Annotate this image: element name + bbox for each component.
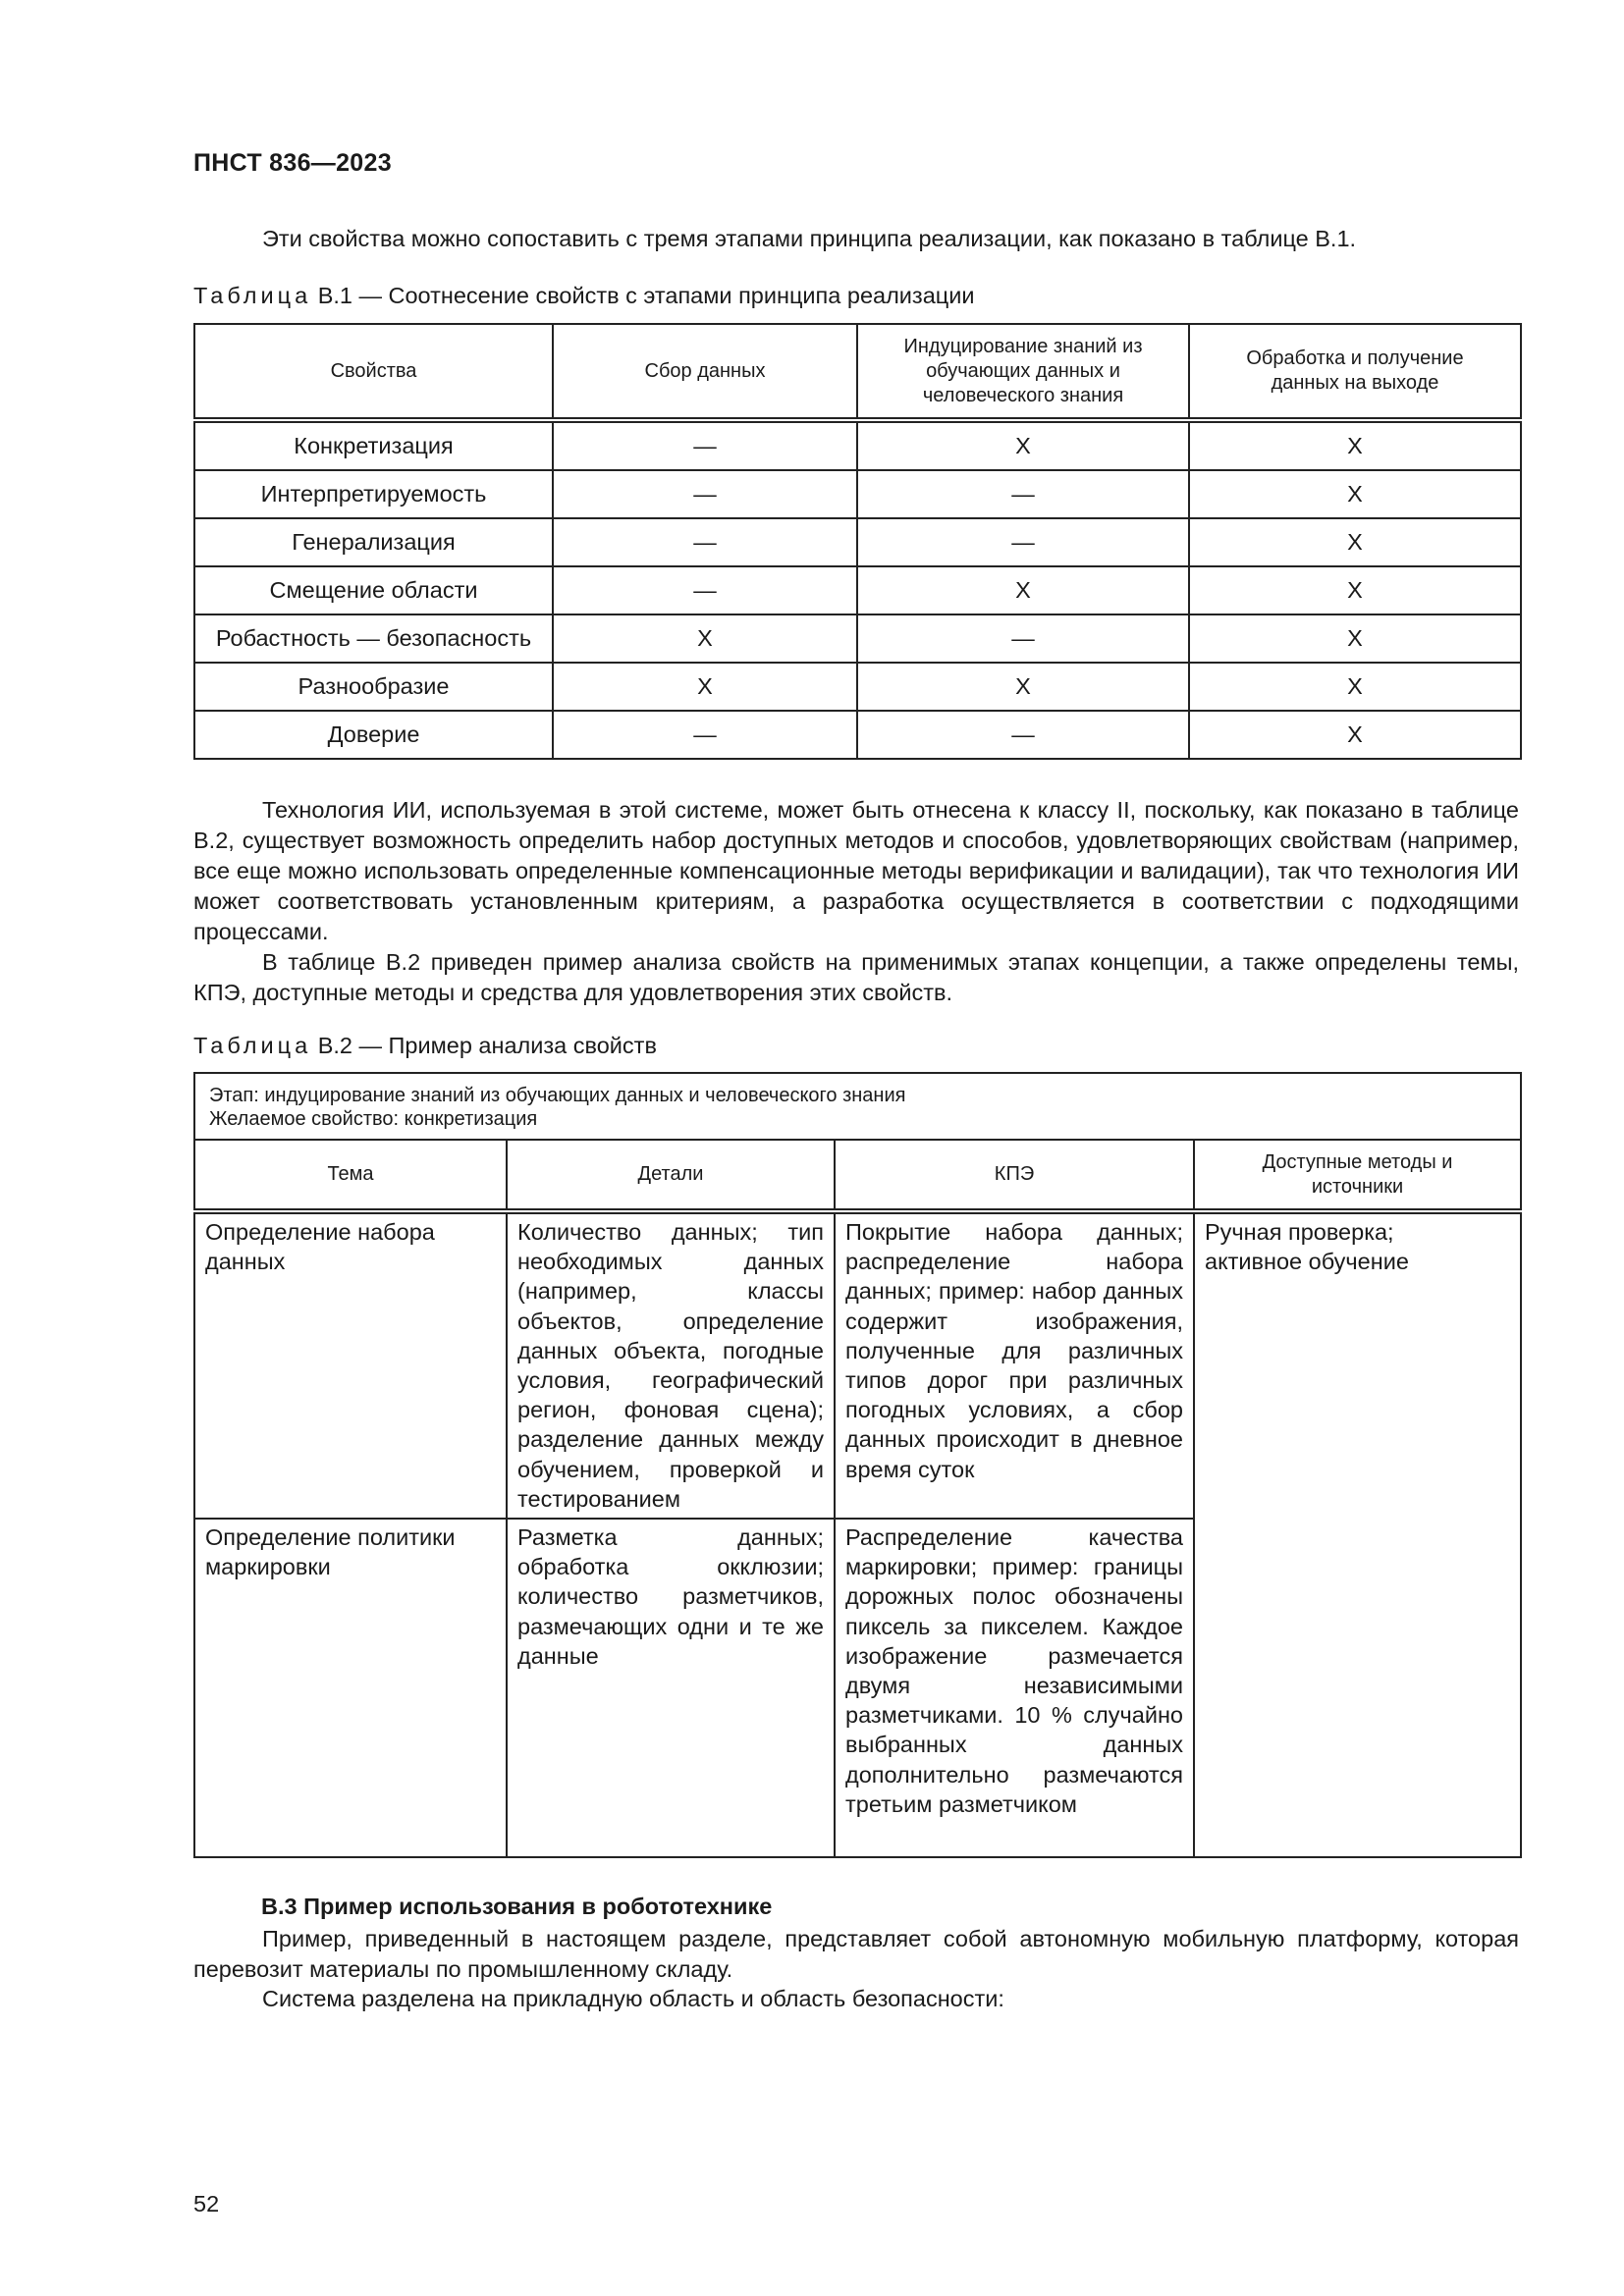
table-cell: X: [553, 663, 857, 711]
table1-header-cell: Индуцирование знаний из обучающих данных и человеческого знания: [857, 324, 1189, 420]
details-cell: Количество данных; тип необходимых данных (например, классы объектов, определение данных объекта, погодные условия, географический регион, фоновая сцена); разделение данных между обучением, проверкой и тестированием: [507, 1211, 835, 1519]
table-cell: X: [1189, 566, 1521, 614]
section-paragraph: Пример, приведенный в настоящем разделе, представляет собой автономную мобильную платформу, которая перевозит материалы по промышленному складу.: [193, 1926, 1519, 1982]
properties-stages-table: [193, 323, 1522, 760]
table-row: [194, 518, 1521, 566]
table2-stage-row: [194, 1073, 1521, 1140]
table-cell: —: [857, 614, 1189, 663]
table-row: [194, 566, 1521, 614]
table-cell: —: [857, 711, 1189, 759]
table-cell: X: [857, 663, 1189, 711]
kpi-cell: Распределение качества маркировки; пример: границы дорожных полос обозначены пиксель за пикселем. Каждое изображение размечается двумя независимыми разметчиками. 10 % случайно выбранных данных дополнительно размечаются третьим разметчиком: [835, 1519, 1194, 1857]
table-cell: Конкретизация: [194, 420, 553, 470]
table1-caption-prefix: Таблица: [193, 283, 312, 308]
table-row: [194, 663, 1521, 711]
topic-cell: Определение набора данных: [194, 1211, 507, 1519]
table1-header-row: [194, 324, 1521, 420]
table-row: [194, 1211, 1521, 1519]
topic-cell: Определение политики маркировки: [194, 1519, 507, 1857]
table2-caption-prefix: Таблица: [193, 1033, 312, 1058]
table-cell: X: [1189, 663, 1521, 711]
table-cell: X: [553, 614, 857, 663]
table-cell: Робастность — безопасность: [194, 614, 553, 663]
desired-property-text: Желаемое свойство: конкретизация: [209, 1108, 538, 1130]
table-cell: —: [553, 711, 857, 759]
table-cell: —: [857, 518, 1189, 566]
body-paragraph: В таблице B.2 приведен пример анализа свойств на применимых этапах концепции, а также определены темы, КПЭ, доступные методы и средства для удовлетворения этих свойств.: [193, 949, 1519, 1005]
table-cell: Доверие: [194, 711, 553, 759]
table-cell: X: [857, 420, 1189, 470]
table2-caption: [193, 1033, 657, 1059]
details-cell: Разметка данных; обработка окклюзии; количество разметчиков, размечающих одни и те же данные: [507, 1519, 835, 1857]
table1-caption: [193, 283, 975, 309]
table-cell: —: [553, 518, 857, 566]
table1-header-cell: Свойства: [194, 324, 553, 420]
table2-header-cell: Тема: [194, 1140, 507, 1211]
body-paragraph: Технология ИИ, используемая в этой системе, может быть отнесена к классу II, поскольку, как показано в таблице B.2, существует возможность определить набор доступных методов и способов, удовлетворяющих свойствам (например, все еще можно использовать определенные компенсационные методы верификации и валидации), так что технология ИИ может соответствовать установленным критериям, а разработка осуществляется в соответствии с подходящими процессами.: [193, 797, 1519, 944]
table-cell: X: [1189, 614, 1521, 663]
table-row: [194, 614, 1521, 663]
table-cell: X: [1189, 711, 1521, 759]
table2-caption-text: B.2 — Пример анализа свойств: [317, 1033, 657, 1058]
table2-header-cell: КПЭ: [835, 1140, 1194, 1211]
methods-cell: Ручная проверка; активное обучение: [1194, 1211, 1521, 1857]
table-row: [194, 711, 1521, 759]
table-cell: X: [1189, 420, 1521, 470]
table1-header-cell: Обработка и получение данных на выходе: [1189, 324, 1521, 420]
table-cell: Генерализация: [194, 518, 553, 566]
table-cell: X: [1189, 518, 1521, 566]
table-cell: X: [1189, 470, 1521, 518]
table2-header-cell: Доступные методы и источники: [1194, 1140, 1521, 1211]
table-row: [194, 470, 1521, 518]
table1-caption-text: B.1 — Соотнесение свойств с этапами принципа реализации: [317, 283, 975, 308]
table-row: [194, 420, 1521, 470]
document-id: ПНСТ 836—2023: [193, 149, 392, 177]
section-heading: B.3 Пример использования в робототехнике: [261, 1894, 773, 1919]
page-number: 52: [193, 2191, 220, 2216]
stage-text: Этап: индуцирование знаний из обучающих данных и человеческого знания: [209, 1085, 906, 1106]
table2-header-row: [194, 1140, 1521, 1211]
table-cell: Смещение области: [194, 566, 553, 614]
table-cell: —: [857, 470, 1189, 518]
table-cell: Интерпретируемость: [194, 470, 553, 518]
kpi-cell: Покрытие набора данных; распределение набора данных; пример: набор данных содержит изображения, полученные для различных типов дорог при различных погодных условиях, а сбор данных происходит в дневное время суток: [835, 1211, 1194, 1519]
table2-header-cell: Детали: [507, 1140, 835, 1211]
table-cell: —: [553, 420, 857, 470]
table-cell: X: [857, 566, 1189, 614]
properties-analysis-table: [193, 1072, 1522, 1858]
table1-header-cell: Сбор данных: [553, 324, 857, 420]
table-cell: —: [553, 566, 857, 614]
table-cell: —: [553, 470, 857, 518]
section-paragraph: Система разделена на прикладную область и область безопасности:: [262, 1986, 1004, 2011]
stage-cell: [194, 1073, 1521, 1140]
intro-paragraph: Эти свойства можно сопоставить с тремя этапами принципа реализации, как показано в таблице B.1.: [262, 226, 1357, 251]
table-cell: Разнообразие: [194, 663, 553, 711]
